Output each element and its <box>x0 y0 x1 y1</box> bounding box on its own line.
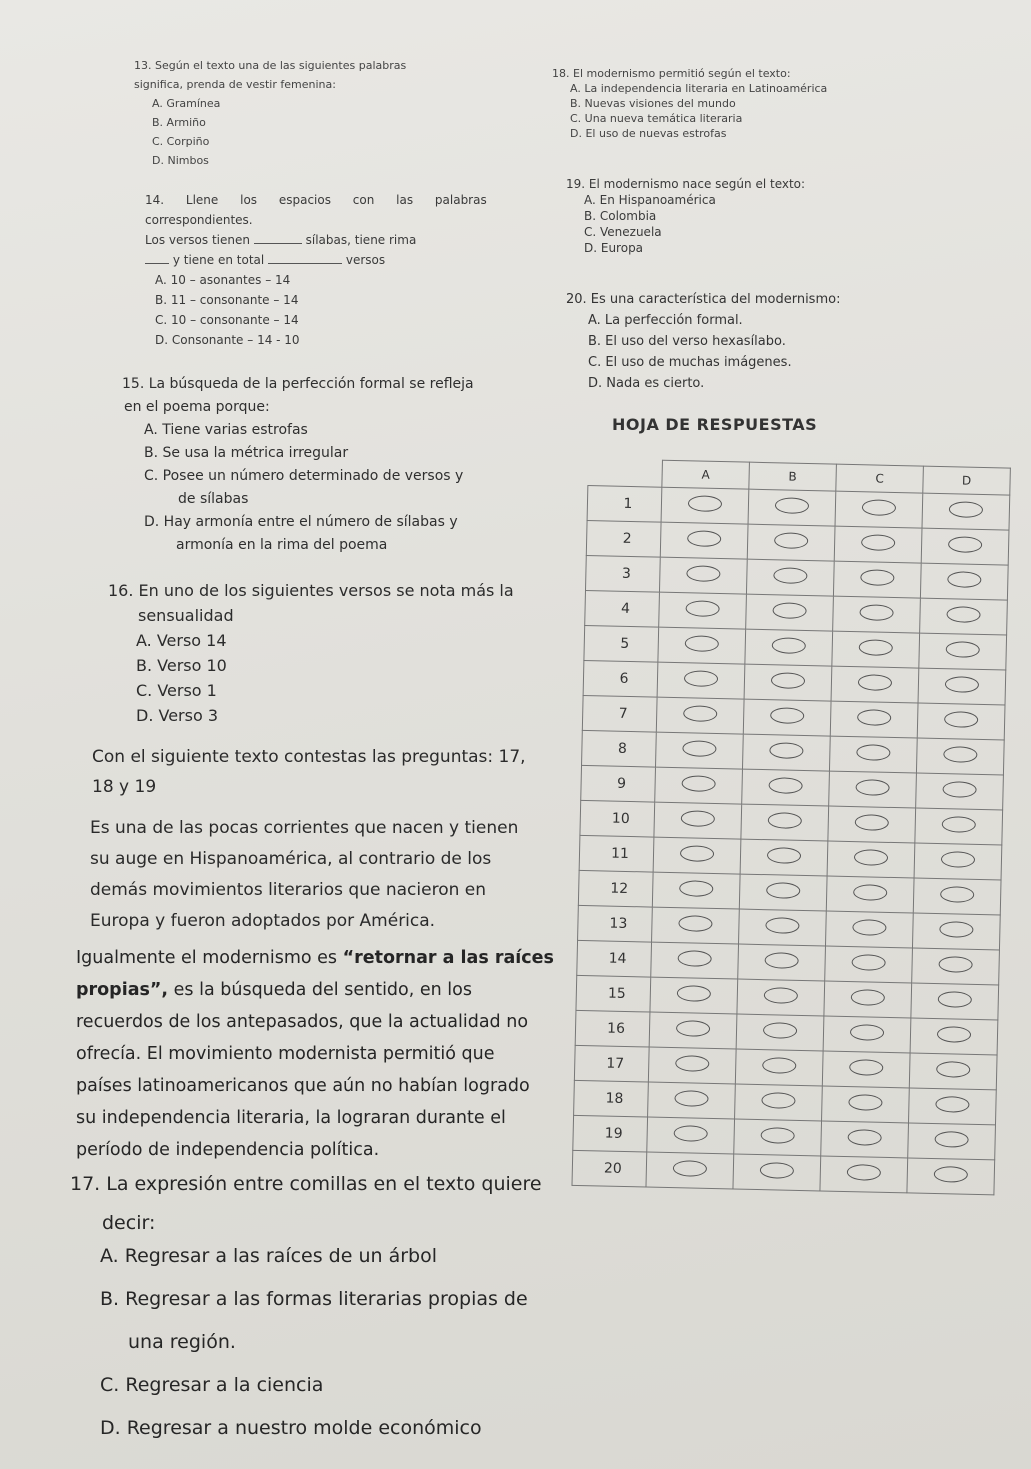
answer-bubble-c[interactable] <box>860 569 894 586</box>
answer-cell-c <box>830 701 918 738</box>
answer-bubble-c[interactable] <box>855 779 889 796</box>
answer-cell-a <box>648 1082 736 1119</box>
q17-option-a: A. Regresar a las raíces de un árbol <box>100 1245 437 1267</box>
q13-option-d: D. Nimbos <box>152 154 209 167</box>
column-header-a: A <box>662 460 750 489</box>
answer-bubble-c[interactable] <box>857 709 891 726</box>
passage-p2-line6: su independencia literaria, la lograran durante el <box>76 1108 506 1128</box>
answer-row-number: 18 <box>574 1080 649 1117</box>
answer-cell-a <box>647 1117 735 1154</box>
answer-bubble-d[interactable] <box>942 816 976 833</box>
answer-bubble-b[interactable] <box>766 882 800 899</box>
q16-option-d: D. Verso 3 <box>136 706 219 725</box>
question-19 <box>566 176 966 256</box>
answer-cell-d <box>912 948 1000 985</box>
answer-cell-d <box>908 1123 996 1160</box>
q17-option-b-line2: una región. <box>128 1331 236 1353</box>
answer-bubble-a[interactable] <box>674 1125 708 1142</box>
answer-bubble-c[interactable] <box>858 674 892 691</box>
q14-stem-line2: correspondientes. <box>145 213 253 227</box>
passage-p2-line5: países latinoamericanos que aún no habían logrado <box>76 1076 530 1096</box>
answer-sheet-corner <box>588 459 663 488</box>
q20-option-a: A. La perfección formal. <box>588 313 743 328</box>
q14-option-c: C. 10 – consonante – 14 <box>155 313 299 327</box>
answer-bubble-c[interactable] <box>859 604 893 621</box>
answer-bubble-b[interactable] <box>772 602 806 619</box>
answer-bubble-a[interactable] <box>685 635 719 652</box>
answer-row-number: 9 <box>581 765 656 802</box>
answer-bubble-c[interactable] <box>859 639 893 656</box>
answer-cell-d <box>907 1158 995 1195</box>
answer-cell-c <box>826 876 914 913</box>
answer-cell-b <box>747 524 835 561</box>
question-17 <box>70 1168 590 1445</box>
answer-bubble-c[interactable] <box>850 1024 884 1041</box>
q14-option-a: A. 10 – asonantes – 14 <box>155 273 291 287</box>
passage-p2-line1 <box>76 942 558 974</box>
intro-line1: Con el siguiente texto contestas las preguntas: 17, <box>92 747 526 767</box>
answer-cell-d <box>919 633 1007 670</box>
answer-cell-b <box>743 699 831 736</box>
answer-bubble-c[interactable] <box>851 954 885 971</box>
answer-row-number: 7 <box>582 695 657 732</box>
passage-p2-line1-a: Igualmente el modernismo es <box>76 948 338 968</box>
answer-bubble-a[interactable] <box>678 915 712 932</box>
answer-row-number: 13 <box>578 905 653 942</box>
q13-option-c: C. Corpiño <box>152 135 210 148</box>
answer-cell-d <box>920 598 1008 635</box>
q20-option-d: D. Nada es cierto. <box>588 376 705 391</box>
answer-cell-b <box>742 769 830 806</box>
answer-bubble-c[interactable] <box>849 1059 883 1076</box>
answer-row-number: 10 <box>580 800 655 837</box>
answer-cell-b <box>739 874 827 911</box>
answer-cell-d <box>914 843 1002 880</box>
answer-cell-b <box>735 1084 823 1121</box>
q19-stem: 19. El modernismo nace según el texto: <box>566 177 806 191</box>
answer-cell-c <box>820 1156 908 1193</box>
answer-cell-c <box>825 946 913 983</box>
answer-bubble-d[interactable] <box>937 1026 971 1043</box>
answer-bubble-b[interactable] <box>763 1022 797 1039</box>
answer-cell-d <box>912 913 1000 950</box>
answer-bubble-a[interactable] <box>674 1090 708 1107</box>
answer-cell-c <box>829 736 917 773</box>
answer-cell-b <box>734 1119 822 1156</box>
answer-cell-a <box>657 662 745 699</box>
q15-option-b: B. Se usa la métrica irregular <box>144 445 349 461</box>
answer-cell-c <box>829 771 917 808</box>
answer-cell-d <box>915 808 1003 845</box>
answer-cell-b <box>745 629 833 666</box>
q14-fill-text4: versos <box>345 253 386 267</box>
q14-fill-line2 <box>145 250 525 270</box>
answer-cell-b <box>737 979 825 1016</box>
answer-bubble-c[interactable] <box>862 499 896 516</box>
answer-cell-a <box>656 732 744 769</box>
answer-bubble-b[interactable] <box>771 672 805 689</box>
passage-p1-line4: Europa y fueron adoptados por América. <box>90 911 436 931</box>
q14-blank-1[interactable] <box>254 231 302 244</box>
q14-fill-text2: sílabas, tiene rima <box>305 233 417 247</box>
answer-bubble-b[interactable] <box>772 637 806 654</box>
q17-stem-line1: 17. La expresión entre comillas en el texto quiere <box>70 1173 542 1195</box>
passage-p2-line3: recuerdos de los antepasados, que la actualidad no <box>76 1012 529 1032</box>
answer-cell-a <box>660 522 748 559</box>
q15-stem-line2: en el poema porque: <box>124 399 270 415</box>
answer-cell-c <box>822 1051 910 1088</box>
answer-bubble-b[interactable] <box>764 952 798 969</box>
answer-cell-b <box>746 594 834 631</box>
answer-bubble-a[interactable] <box>686 565 720 582</box>
answer-bubble-b[interactable] <box>760 1162 794 1179</box>
q16-stem-line2: sensualidad <box>138 606 234 625</box>
question-15 <box>122 373 552 557</box>
column-header-d: D <box>923 466 1011 495</box>
answer-cell-a <box>658 627 746 664</box>
answer-bubble-c[interactable] <box>851 989 885 1006</box>
answer-cell-b <box>746 559 834 596</box>
answer-bubble-a[interactable] <box>680 845 714 862</box>
q14-fill-line1 <box>145 230 525 250</box>
answer-bubble-a[interactable] <box>682 740 716 757</box>
answer-cell-d <box>908 1088 996 1125</box>
answer-bubble-c[interactable] <box>848 1094 882 1111</box>
answer-cell-d <box>909 1053 997 1090</box>
answer-cell-b <box>736 1014 824 1051</box>
answer-bubble-d[interactable] <box>940 886 974 903</box>
answer-bubble-d[interactable] <box>935 1096 969 1113</box>
answer-bubble-b[interactable] <box>767 847 801 864</box>
answer-cell-c <box>835 491 923 528</box>
answer-cell-d <box>921 528 1009 565</box>
answer-cell-a <box>651 942 739 979</box>
q15-option-d-line2: armonía en la rima del poema <box>176 537 388 553</box>
q20-option-b: B. El uso del verso hexasílabo. <box>588 334 786 349</box>
answer-bubble-d[interactable] <box>938 991 972 1008</box>
answer-row-number: 11 <box>579 835 654 872</box>
answer-bubble-a[interactable] <box>681 810 715 827</box>
answer-bubble-b[interactable] <box>775 497 809 514</box>
passage-p1-line2: su auge en Hispanoamérica, al contrario de los <box>90 849 492 869</box>
answer-bubble-c[interactable] <box>847 1164 881 1181</box>
answer-row-number: 17 <box>574 1045 649 1082</box>
answer-bubble-d[interactable] <box>943 746 977 763</box>
passage-p1-line1: Es una de las pocas corrientes que nacen y tienen <box>90 818 519 838</box>
answer-cell-d <box>920 563 1008 600</box>
answer-bubble-a[interactable] <box>681 775 715 792</box>
answer-cell-a <box>654 802 742 839</box>
answer-row-number: 6 <box>583 660 658 697</box>
answer-cell-a <box>650 977 738 1014</box>
answer-bubble-b[interactable] <box>768 812 802 829</box>
answer-cell-c <box>825 911 913 948</box>
answer-cell-b <box>740 839 828 876</box>
answer-bubble-d[interactable] <box>946 606 980 623</box>
q18-option-b: B. Nuevas visiones del mundo <box>570 97 736 110</box>
passage-p2-quote-end: propias”, <box>76 980 169 1000</box>
answer-bubble-c[interactable] <box>852 919 886 936</box>
answer-cell-a <box>646 1152 734 1189</box>
q20-option-c: C. El uso de muchas imágenes. <box>588 355 792 370</box>
answer-bubble-c[interactable] <box>856 744 890 761</box>
question-18 <box>552 66 1022 141</box>
answer-cell-c <box>832 631 920 668</box>
answer-sheet-title: HOJA DE RESPUESTAS <box>612 415 818 434</box>
answer-bubble-d[interactable] <box>946 641 980 658</box>
answer-cell-d <box>922 493 1010 530</box>
answer-cell-a <box>653 837 741 874</box>
answer-cell-a <box>652 907 740 944</box>
column-header-b: B <box>749 462 837 491</box>
passage-p2-line2 <box>76 974 558 1006</box>
answer-bubble-a[interactable] <box>683 705 717 722</box>
answer-bubble-d[interactable] <box>936 1061 970 1078</box>
q13-stem-line1: 13. Según el texto una de las siguientes palabras <box>134 59 407 72</box>
answer-cell-d <box>916 738 1004 775</box>
question-14 <box>145 190 525 350</box>
q18-option-a: A. La independencia literaria en Latinoamérica <box>570 82 828 95</box>
answer-bubble-d[interactable] <box>949 501 983 518</box>
q17-option-d: D. Regresar a nuestro molde económico <box>100 1417 482 1439</box>
answer-bubble-a[interactable] <box>673 1160 707 1177</box>
answer-cell-a <box>659 557 747 594</box>
intro-line2: 18 y 19 <box>92 777 157 797</box>
answer-cell-a <box>656 697 744 734</box>
q18-stem: 18. El modernismo permitió según el texto: <box>552 67 791 80</box>
answer-cell-d <box>910 1018 998 1055</box>
answer-row-number: 15 <box>576 975 651 1012</box>
answer-bubble-a[interactable] <box>677 985 711 1002</box>
answer-cell-c <box>822 1086 910 1123</box>
answer-bubble-b[interactable] <box>765 917 799 934</box>
answer-cell-b <box>738 944 826 981</box>
answer-cell-c <box>828 806 916 843</box>
answer-cell-b <box>735 1049 823 1086</box>
passage-p2-quote-start: “retornar a las raíces <box>342 948 554 968</box>
answer-sheet-grid <box>571 458 1010 1195</box>
answer-bubble-d[interactable] <box>938 956 972 973</box>
answer-bubble-c[interactable] <box>853 884 887 901</box>
answer-cell-c <box>831 666 919 703</box>
q15-option-c-cont: de sílabas <box>178 491 249 507</box>
q16-stem-line1: 16. En uno de los siguientes versos se nota más la <box>108 581 514 600</box>
q17-option-c: C. Regresar a la ciencia <box>100 1374 324 1396</box>
q20-stem: 20. Es una característica del modernismo: <box>566 292 841 307</box>
answer-cell-a <box>652 872 740 909</box>
answer-row-number: 12 <box>578 870 653 907</box>
q15-option-c: C. Posee un número determinado de versos y <box>144 468 464 484</box>
answer-cell-a <box>655 767 743 804</box>
answer-bubble-d[interactable] <box>934 1166 968 1183</box>
q17-option-b-line1: B. Regresar a las formas literarias propias de <box>100 1288 528 1310</box>
passage-p2-line7: período de independencia política. <box>76 1140 380 1160</box>
answer-bubble-d[interactable] <box>939 921 973 938</box>
q16-option-a: A. Verso 14 <box>136 631 227 650</box>
q15-option-d-line1: D. Hay armonía entre el número de sílabas y <box>144 514 458 530</box>
q14-fill-text1: Los versos tienen <box>145 233 250 247</box>
answer-sheet-body <box>572 486 1010 1195</box>
answer-cell-d <box>917 703 1005 740</box>
answer-cell-c <box>833 561 921 598</box>
answer-bubble-d[interactable] <box>945 676 979 693</box>
answer-cell-d <box>911 983 999 1020</box>
q18-option-d: D. El uso de nuevas estrofas <box>570 127 727 140</box>
q15-stem-line1: 15. La búsqueda de la perfección formal se refleja <box>122 376 474 392</box>
q15-option-a: A. Tiene varias estrofas <box>144 422 308 438</box>
q19-option-b: B. Colombia <box>584 209 657 223</box>
passage-paragraph-1 <box>90 813 548 937</box>
answer-bubble-c[interactable] <box>861 534 895 551</box>
answer-cell-a <box>659 592 747 629</box>
answer-bubble-b[interactable] <box>770 707 804 724</box>
answer-row-number: 1 <box>587 486 662 523</box>
answer-bubble-b[interactable] <box>768 777 802 794</box>
q14-option-d: D. Consonante – 14 - 10 <box>155 333 300 347</box>
q13-option-b: B. Armiño <box>152 116 206 129</box>
answer-row-number: 14 <box>577 940 652 977</box>
passage-intro <box>92 742 562 802</box>
answer-row-number: 16 <box>575 1010 650 1047</box>
answer-bubble-d[interactable] <box>934 1131 968 1148</box>
answer-cell-b <box>748 489 836 526</box>
answer-cell-c <box>827 841 915 878</box>
q14-option-b: B. 11 – consonante – 14 <box>155 293 299 307</box>
q19-option-a: A. En Hispanoamérica <box>584 193 716 207</box>
answer-cell-b <box>739 909 827 946</box>
answer-bubble-a[interactable] <box>679 880 713 897</box>
answer-row-number: 2 <box>586 520 661 557</box>
answer-bubble-b[interactable] <box>773 567 807 584</box>
answer-bubble-b[interactable] <box>761 1092 795 1109</box>
q13-option-a: A. Gramínea <box>152 97 221 110</box>
q17-stem-line2: decir: <box>102 1212 156 1234</box>
answer-bubble-c[interactable] <box>854 849 888 866</box>
q16-option-c: C. Verso 1 <box>136 681 217 700</box>
passage-paragraph-2 <box>76 942 558 1166</box>
q19-option-c: C. Venezuela <box>584 225 662 239</box>
answer-row-number: 4 <box>585 590 660 627</box>
answer-cell-b <box>741 804 829 841</box>
question-13 <box>134 58 514 168</box>
answer-cell-a <box>648 1047 736 1084</box>
answer-row-number: 19 <box>573 1115 648 1152</box>
q14-blank-2[interactable] <box>145 251 169 264</box>
answer-bubble-d[interactable] <box>948 536 982 553</box>
answer-bubble-a[interactable] <box>685 600 719 617</box>
answer-cell-c <box>833 596 921 633</box>
answer-bubble-a[interactable] <box>688 495 722 512</box>
q16-option-b: B. Verso 10 <box>136 656 227 675</box>
answer-bubble-a[interactable] <box>684 670 718 687</box>
question-16 <box>108 578 558 728</box>
answer-cell-b <box>742 734 830 771</box>
passage-p1-line3: demás movimientos literarios que nacieron en <box>90 880 487 900</box>
q18-option-c: C. Una nueva temática literaria <box>570 112 743 125</box>
column-header-c: C <box>836 464 924 493</box>
q19-option-d: D. Europa <box>584 241 644 255</box>
answer-bubble-b[interactable] <box>774 532 808 549</box>
q14-blank-3[interactable] <box>268 251 342 264</box>
answer-row-number: 3 <box>585 555 660 592</box>
answer-cell-d <box>918 668 1006 705</box>
answer-bubble-b[interactable] <box>764 987 798 1004</box>
answer-bubble-d[interactable] <box>941 851 975 868</box>
answer-row-number: 20 <box>572 1150 647 1187</box>
answer-cell-b <box>744 664 832 701</box>
answer-cell-d <box>916 773 1004 810</box>
answer-bubble-c[interactable] <box>855 814 889 831</box>
answer-cell-c <box>834 526 922 563</box>
answer-bubble-b[interactable] <box>761 1127 795 1144</box>
passage-p2-line4: ofrecía. El movimiento modernista permitió que <box>76 1044 495 1064</box>
answer-cell-c <box>823 1016 911 1053</box>
answer-bubble-a[interactable] <box>687 530 721 547</box>
passage-p2-line2-b: es la búsqueda del sentido, en los <box>168 980 472 1000</box>
q14-fill-text3: y tiene en total <box>172 253 265 267</box>
q14-stem-line1: 14. Llene los espacios con las palabras <box>145 193 487 207</box>
answer-bubble-a[interactable] <box>676 1020 710 1037</box>
answer-bubble-d[interactable] <box>944 711 978 728</box>
answer-bubble-c[interactable] <box>847 1129 881 1146</box>
answer-cell-a <box>661 487 749 524</box>
answer-bubble-a[interactable] <box>677 950 711 967</box>
answer-cell-b <box>733 1154 821 1191</box>
q13-stem-line2: significa, prenda de vestir femenina: <box>134 78 336 91</box>
answer-row-number: 5 <box>584 625 659 662</box>
answer-cell-c <box>821 1121 909 1158</box>
answer-cell-a <box>649 1012 737 1049</box>
answer-cell-c <box>824 981 912 1018</box>
answer-bubble-a[interactable] <box>675 1055 709 1072</box>
answer-bubble-b[interactable] <box>769 742 803 759</box>
answer-bubble-d[interactable] <box>942 781 976 798</box>
answer-bubble-b[interactable] <box>762 1057 796 1074</box>
answer-bubble-d[interactable] <box>947 571 981 588</box>
answer-row-number: 8 <box>582 730 657 767</box>
question-20 <box>566 289 1026 394</box>
answer-cell-d <box>913 878 1001 915</box>
